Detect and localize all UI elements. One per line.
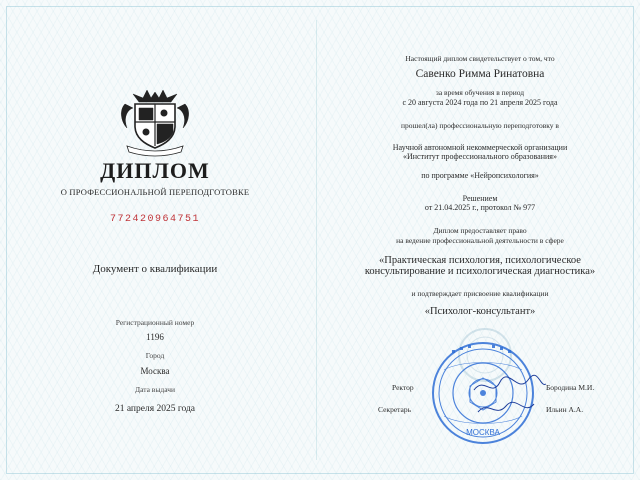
right-text-1: Диплом предоставляет право [433,226,527,235]
reg-number-label: Регистрационный номер [115,318,195,327]
signature-icon [470,372,550,422]
organization-line-2: «Институт профессионального образования» [403,152,557,161]
qualification-name: «Психолог-консультант» [424,306,536,317]
document-type: Документ о квалификации [92,263,218,275]
city-value: Москва [140,366,170,376]
right-text-2: на ведение профессиональной деятельности в сфере [396,236,564,245]
page-divider [316,20,317,460]
completed-text: прошел(ла) профессиональную переподготовку в [401,121,559,130]
secretary-name: Ильин А.А. [546,405,584,414]
organization-line-1: Научной автономной некоммерческой организации [392,143,568,152]
rector-label: Ректор [392,383,414,392]
issue-date-value: 21 апреля 2025 года [114,404,196,414]
period-intro: за время обучения в период [435,88,525,97]
certifies-text: Настоящий диплом свидетельствует о том, что [405,54,555,63]
coat-of-arms-icon [117,88,193,158]
confirms-text: и подтверждает присвоение квалификации [411,289,549,298]
secretary-label: Секретарь [378,405,412,414]
holder-name: Савенко Римма Ринатовна [415,68,545,80]
specialty-line-1: «Практическая психология, психологическое [379,255,581,266]
diploma-subtitle: О ПРОФЕССИОНАЛЬНОЙ ПЕРЕПОДГОТОВКЕ [60,187,250,197]
program-name: по программе «Нейропсихология» [421,171,539,180]
serial-number: 772420964751 [109,214,200,225]
issue-date-label: Дата выдачи [134,385,176,394]
decision-label: Решением [462,194,498,203]
stamp-city: МОСКВА [466,428,500,437]
study-period: с 20 августа 2024 года по 21 апреля 2025 года [402,98,558,107]
rector-name: Бородина М.И. [546,383,595,392]
diploma-title: ДИПЛОМ [100,158,210,183]
decision-date: от 21.04.2025 г., протокол № 977 [424,203,536,212]
specialty-line-2: консультирование и психологическая диагностика» [364,266,596,277]
reg-number-value: 1196 [146,332,164,342]
city-label: Город [145,351,165,360]
